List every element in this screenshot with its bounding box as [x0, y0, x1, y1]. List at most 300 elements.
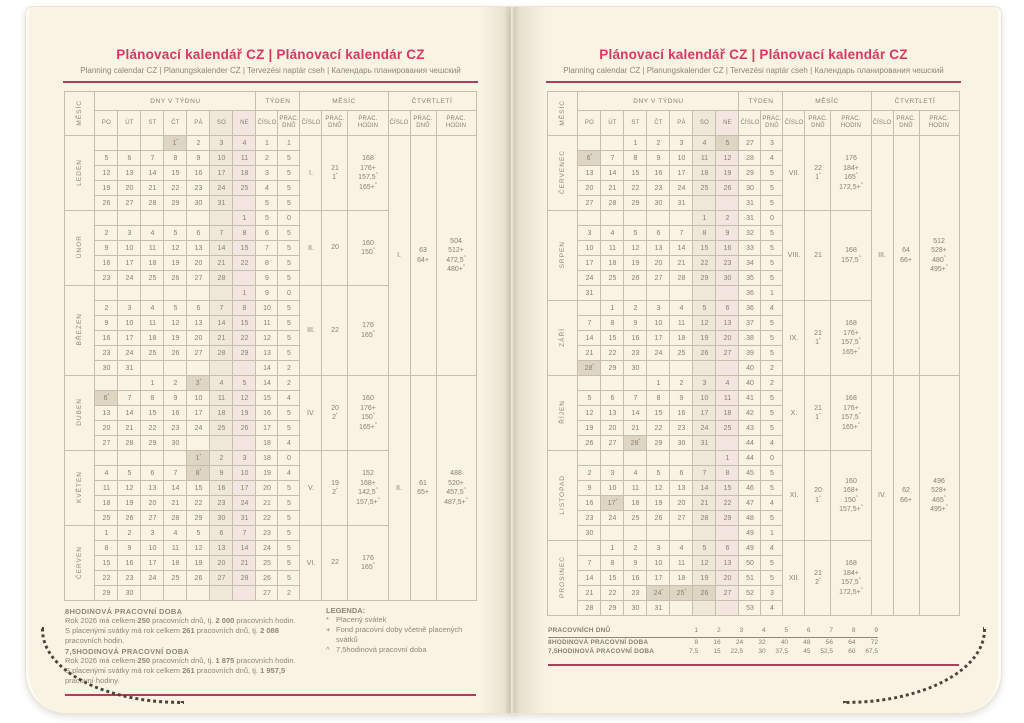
header-week-number: ČÍSLO	[256, 111, 278, 136]
row-value: 48	[803, 639, 811, 646]
day-cell: 11	[210, 391, 233, 406]
day-cell: 2	[210, 451, 233, 466]
day-cell: 29	[601, 361, 624, 376]
working-time-heading: 8HODINOVÁ PRACOVNÍ DOBA	[65, 607, 183, 616]
day-cell: 2	[624, 541, 647, 556]
day-cell: 10	[693, 391, 716, 406]
week-number: 16	[256, 406, 278, 421]
week-workdays: 5	[278, 571, 300, 586]
day-cell: 24	[693, 421, 716, 436]
day-cell: 13	[210, 541, 233, 556]
day-cell: 21	[141, 181, 164, 196]
day-cell: 15	[601, 331, 624, 346]
header-month-column: MĚSÍC	[548, 92, 578, 136]
day-cell	[670, 451, 693, 466]
day-cell: 24	[210, 181, 233, 196]
week-workdays: 5	[761, 571, 783, 586]
week-number: 42	[739, 406, 761, 421]
day-cell: 31	[647, 601, 670, 616]
day-cell	[601, 376, 624, 391]
header-month-hours: PRAC. HODIN	[348, 111, 388, 136]
quarter-workdays: 61 65+	[410, 376, 436, 601]
week-workdays: 5	[761, 256, 783, 271]
day-cell: 19	[624, 256, 647, 271]
week-workdays: 4	[761, 496, 783, 511]
working-time-line: Rok 2026 má celkem 250 pracovních dnů, tj. 1 875 pracovních hodin.	[65, 656, 296, 665]
month-label: BŘEZEN	[65, 286, 95, 376]
week-workdays: 5	[761, 511, 783, 526]
day-cell: 2	[118, 526, 141, 541]
month-number: IX.	[783, 301, 805, 376]
header-month-number: ČÍSLO	[783, 111, 805, 136]
day-cell: 20	[118, 181, 141, 196]
day-cell: 18	[95, 496, 118, 511]
legend-text: Fond pracovní doby včetně placených svátků	[336, 625, 463, 644]
day-cell: 10	[670, 151, 693, 166]
day-cell: 17	[647, 571, 670, 586]
month-label: PROSINEC	[548, 541, 578, 616]
row-label: PRACOVNÍCH DNŮ	[548, 626, 676, 638]
day-cell: 28	[210, 271, 233, 286]
day-cell: 14	[233, 541, 256, 556]
month-hours: 160 150^	[348, 211, 388, 286]
week-number: 18	[256, 451, 278, 466]
day-cell: 19	[578, 421, 601, 436]
quarter-hours: 504 512+ 472,5^ 480+^	[436, 136, 476, 376]
workdays-hours-row	[548, 647, 878, 656]
day-cell: 18	[233, 166, 256, 181]
day-cell	[164, 211, 187, 226]
day-cell: 5	[647, 466, 670, 481]
week-number: 27	[256, 586, 278, 601]
day-cell	[578, 301, 601, 316]
day-cell: 2	[164, 376, 187, 391]
row-value: 24	[735, 639, 744, 646]
week-number: 28	[739, 151, 761, 166]
legend-symbol: +	[326, 625, 331, 634]
day-cell: 15	[141, 406, 164, 421]
quarter-workdays: 62 66+	[893, 376, 919, 616]
day-cell: 22	[647, 421, 670, 436]
day-cell: 26	[624, 271, 647, 286]
week-number: 48	[739, 511, 761, 526]
week-workdays: 4	[278, 436, 300, 451]
day-cell	[578, 376, 601, 391]
day-cell	[187, 211, 210, 226]
week-number: 11	[256, 316, 278, 331]
day-cell: 4	[233, 136, 256, 151]
day-cell: 17	[670, 166, 693, 181]
week-workdays: 4	[278, 391, 300, 406]
day-cell: 17	[578, 256, 601, 271]
day-cell: 12	[716, 151, 739, 166]
week-workdays: 5	[761, 226, 783, 241]
row-value: 37,5	[775, 648, 789, 655]
day-cell: 27	[601, 436, 624, 451]
day-cell: 4	[670, 301, 693, 316]
day-cell: 29	[187, 511, 210, 526]
day-cell	[187, 361, 210, 376]
month-number: VI.	[300, 526, 322, 601]
week-workdays: 5	[761, 481, 783, 496]
day-cell: 9	[670, 391, 693, 406]
month-hours: 168 184+ 157,5^ 172,5+^	[831, 541, 871, 616]
month-label: DUBEN	[65, 376, 95, 451]
day-cell: 4	[95, 466, 118, 481]
day-cell: 16	[187, 166, 210, 181]
header-quarter-hours: PRAC. HODIN	[436, 111, 476, 136]
week-workdays: 5	[761, 406, 783, 421]
month-number: VII.	[783, 136, 805, 211]
header-week-workdays: PRAC. DNŮ	[278, 111, 300, 136]
day-cell: 12	[187, 541, 210, 556]
week-workdays: 5	[278, 271, 300, 286]
row-value: 8	[694, 639, 699, 646]
day-cell: 8	[647, 391, 670, 406]
day-cell: 31	[693, 436, 716, 451]
day-cell: 9	[118, 541, 141, 556]
day-cell: 29	[141, 436, 164, 451]
day-cell	[624, 526, 647, 541]
row-value: 3	[721, 626, 743, 638]
day-cell	[141, 451, 164, 466]
day-cell	[716, 526, 739, 541]
day-cell: 8	[164, 151, 187, 166]
day-cell	[716, 286, 739, 301]
week-number: 10	[256, 301, 278, 316]
day-cell	[95, 451, 118, 466]
week-number: 49	[739, 541, 761, 556]
day-cell	[578, 136, 601, 151]
day-cell: 18	[210, 406, 233, 421]
day-cell: 1	[647, 376, 670, 391]
day-cell: 1*	[187, 451, 210, 466]
quarter-number: I.	[388, 136, 410, 376]
row-value: 40	[780, 639, 789, 646]
day-cell: 8	[716, 466, 739, 481]
day-cell	[210, 586, 233, 601]
week-number: 44	[739, 451, 761, 466]
day-cell: 10	[601, 481, 624, 496]
row-value: 5	[766, 626, 788, 638]
day-cell: 14	[164, 481, 187, 496]
week-workdays: 5	[278, 316, 300, 331]
day-cell	[141, 361, 164, 376]
day-cell: 5	[624, 226, 647, 241]
day-cell: 4	[716, 376, 739, 391]
month-label: LISTOPAD	[548, 451, 578, 541]
header-quarter-hours: PRAC. HODIN	[919, 111, 959, 136]
month-number: X.	[783, 376, 805, 451]
day-cell: 14	[670, 241, 693, 256]
day-cell: 18	[164, 556, 187, 571]
week-number: 19	[256, 466, 278, 481]
working-time-line: Rok 2026 má celkem 250 pracovních dnů, tj. 2 000 pracovních hodin.	[65, 616, 296, 625]
day-cell: 14	[141, 166, 164, 181]
day-cell: 6	[647, 226, 670, 241]
day-cell: 20	[95, 421, 118, 436]
day-cell: 25	[624, 511, 647, 526]
day-cell	[210, 211, 233, 226]
day-cell: 25	[95, 511, 118, 526]
day-cell: 3	[210, 136, 233, 151]
legend-item	[326, 625, 476, 645]
week-workdays: 1	[278, 136, 300, 151]
day-cell: 17	[187, 406, 210, 421]
day-cell	[187, 586, 210, 601]
workdays-hours-row	[548, 626, 878, 638]
day-cell: 28	[118, 436, 141, 451]
day-cell: 16	[164, 406, 187, 421]
day-cell: 22	[624, 181, 647, 196]
day-cell: 2	[647, 136, 670, 151]
row-value: 72	[870, 639, 878, 646]
day-cell: 26	[187, 571, 210, 586]
day-cell: 16	[624, 331, 647, 346]
day-cell	[716, 601, 739, 616]
day-cell: 22	[187, 496, 210, 511]
week-workdays: 4	[761, 301, 783, 316]
day-cell	[601, 451, 624, 466]
day-cell: 1	[233, 286, 256, 301]
day-cell: 9	[210, 466, 233, 481]
day-cell: 13	[187, 316, 210, 331]
day-cell: 15	[233, 241, 256, 256]
day-cell: 23	[95, 271, 118, 286]
day-cell: 1	[624, 136, 647, 151]
day-cell	[210, 286, 233, 301]
day-cell: 6*	[578, 151, 601, 166]
day-cell: 9	[716, 226, 739, 241]
day-cell: 3	[118, 226, 141, 241]
week-number: 17	[256, 421, 278, 436]
day-cell: 8	[693, 226, 716, 241]
day-cell: 6	[716, 541, 739, 556]
day-cell: 28	[141, 196, 164, 211]
day-cell	[233, 271, 256, 286]
week-number: 23	[256, 526, 278, 541]
day-cell: 24*	[647, 586, 670, 601]
month-workdays: 22	[322, 286, 348, 376]
week-number: 8	[256, 256, 278, 271]
day-cell: 14	[578, 331, 601, 346]
header-day-ct: ČT	[647, 111, 670, 136]
day-cell: 26	[716, 181, 739, 196]
week-number: 5	[256, 211, 278, 226]
month-hours: 160 176+ 150^ 165+^	[348, 376, 388, 451]
week-workdays: 1	[761, 286, 783, 301]
day-cell	[601, 286, 624, 301]
month-label: ČERVEN	[65, 526, 95, 601]
day-cell: 13	[670, 481, 693, 496]
row-value: 67,5	[865, 648, 878, 655]
day-cell	[693, 196, 716, 211]
header-month-hours: PRAC. HODIN	[831, 111, 871, 136]
day-cell: 19	[164, 256, 187, 271]
week-workdays: 5	[278, 181, 300, 196]
week-workdays: 5	[761, 466, 783, 481]
day-cell: 28	[693, 511, 716, 526]
day-cell: 5	[233, 376, 256, 391]
week-number: 14	[256, 376, 278, 391]
month-label: ZÁŘÍ	[548, 301, 578, 376]
week-number: 9	[256, 286, 278, 301]
week-workdays: 5	[761, 346, 783, 361]
day-cell: 9	[578, 481, 601, 496]
day-cell: 6	[187, 226, 210, 241]
day-cell: 5	[187, 526, 210, 541]
working-time-line: S placenými svátky má rok celkem 261 pracovních dnů, tj. 2 088 pracovních hodin.	[65, 626, 279, 645]
month-number: XI.	[783, 451, 805, 541]
month-workdays: 22 1*	[805, 136, 831, 211]
day-cell: 5	[693, 541, 716, 556]
day-cell	[164, 586, 187, 601]
day-cell: 1	[693, 211, 716, 226]
page-subtitle: Planning calendar CZ | Planungskalender CZ | Tervezési naptár cseh | Календарь планирования чешский	[80, 66, 461, 75]
day-cell: 4	[670, 541, 693, 556]
day-cell: 23	[716, 256, 739, 271]
day-cell: 11	[693, 151, 716, 166]
week-number: 40	[739, 361, 761, 376]
day-cell	[141, 211, 164, 226]
day-cell: 25	[601, 271, 624, 286]
week-workdays: 0	[761, 451, 783, 466]
day-cell: 9	[624, 556, 647, 571]
day-cell	[164, 286, 187, 301]
day-cell: 3	[141, 526, 164, 541]
day-cell: 30	[95, 361, 118, 376]
month-label: KVĚTEN	[65, 451, 95, 526]
month-hours: 176 184+ 165^ 172,5+^	[831, 136, 871, 211]
day-cell: 8	[624, 151, 647, 166]
title-rule	[546, 81, 961, 83]
day-cell	[624, 211, 647, 226]
week-workdays: 0	[278, 211, 300, 226]
day-cell: 21	[118, 421, 141, 436]
day-cell: 19	[693, 571, 716, 586]
day-cell: 4	[210, 376, 233, 391]
week-workdays: 2	[278, 361, 300, 376]
day-cell: 30	[670, 436, 693, 451]
day-cell: 25	[164, 571, 187, 586]
day-cell: 12	[624, 241, 647, 256]
day-cell: 10	[118, 316, 141, 331]
working-time-notes	[65, 606, 312, 686]
day-cell: 18	[624, 496, 647, 511]
day-cell: 10	[233, 466, 256, 481]
day-cell	[693, 286, 716, 301]
day-cell: 1*	[164, 136, 187, 151]
day-cell	[118, 286, 141, 301]
day-cell: 23	[118, 571, 141, 586]
day-cell	[693, 601, 716, 616]
day-cell: 10	[578, 241, 601, 256]
day-cell: 13	[141, 481, 164, 496]
day-cell: 9	[95, 241, 118, 256]
month-workdays: 19 2*	[322, 451, 348, 526]
week-number: 33	[739, 241, 761, 256]
day-cell: 20	[187, 331, 210, 346]
day-cell: 30	[716, 271, 739, 286]
week-number: 29	[739, 166, 761, 181]
quarter-hours: 496 528+ 465^ 495+^	[919, 376, 959, 616]
week-number: 25	[256, 556, 278, 571]
day-cell: 26	[164, 346, 187, 361]
day-cell: 31	[210, 196, 233, 211]
day-cell: 11	[95, 481, 118, 496]
day-cell: 11	[624, 481, 647, 496]
header-week-workdays: PRAC. DNŮ	[761, 111, 783, 136]
week-workdays: 5	[278, 481, 300, 496]
day-cell: 21	[670, 256, 693, 271]
day-cell: 24	[647, 346, 670, 361]
day-cell: 15	[693, 241, 716, 256]
row-value: 45	[803, 648, 811, 655]
week-number: 12	[256, 331, 278, 346]
week-workdays: 5	[278, 421, 300, 436]
day-cell	[624, 451, 647, 466]
week-number: 34	[739, 256, 761, 271]
month-hours: 168 176+ 157,5^ 165+^	[831, 376, 871, 451]
day-cell: 31	[670, 196, 693, 211]
month-workdays: 21 1*	[805, 376, 831, 451]
week-workdays: 5	[278, 241, 300, 256]
day-cell: 16	[716, 241, 739, 256]
header-day-ct: ČT	[164, 111, 187, 136]
week-workdays: 5	[278, 331, 300, 346]
day-cell: 17	[141, 556, 164, 571]
day-cell: 1	[601, 541, 624, 556]
day-cell: 22	[233, 331, 256, 346]
day-cell: 18	[693, 166, 716, 181]
week-number: 21	[256, 496, 278, 511]
day-cell: 23	[647, 181, 670, 196]
week-number: 5	[256, 196, 278, 211]
day-cell: 16	[118, 556, 141, 571]
day-cell: 7	[141, 151, 164, 166]
day-cell: 24	[578, 271, 601, 286]
day-cell: 12	[164, 241, 187, 256]
day-cell: 13	[95, 406, 118, 421]
day-cell: 21	[164, 496, 187, 511]
week-workdays: 5	[278, 166, 300, 181]
week-workdays: 5	[278, 526, 300, 541]
day-cell	[624, 286, 647, 301]
header-day-ne: NE	[716, 111, 739, 136]
day-cell: 30	[118, 586, 141, 601]
day-cell: 21	[578, 346, 601, 361]
day-cell	[716, 361, 739, 376]
day-cell: 31	[578, 286, 601, 301]
row-value: 32	[758, 639, 766, 646]
day-cell: 2	[670, 376, 693, 391]
week-number: 49	[739, 526, 761, 541]
day-cell: 26	[233, 421, 256, 436]
day-cell: 24	[187, 421, 210, 436]
day-cell: 10	[118, 241, 141, 256]
day-cell: 8*	[187, 466, 210, 481]
day-cell: 7	[670, 226, 693, 241]
day-cell: 2	[95, 301, 118, 316]
day-cell	[210, 436, 233, 451]
day-cell: 6	[210, 526, 233, 541]
day-cell: 7	[233, 526, 256, 541]
day-cell	[601, 526, 624, 541]
bottom-rule-right	[548, 664, 959, 666]
day-cell: 3	[693, 376, 716, 391]
day-cell: 7	[693, 466, 716, 481]
day-cell	[233, 586, 256, 601]
